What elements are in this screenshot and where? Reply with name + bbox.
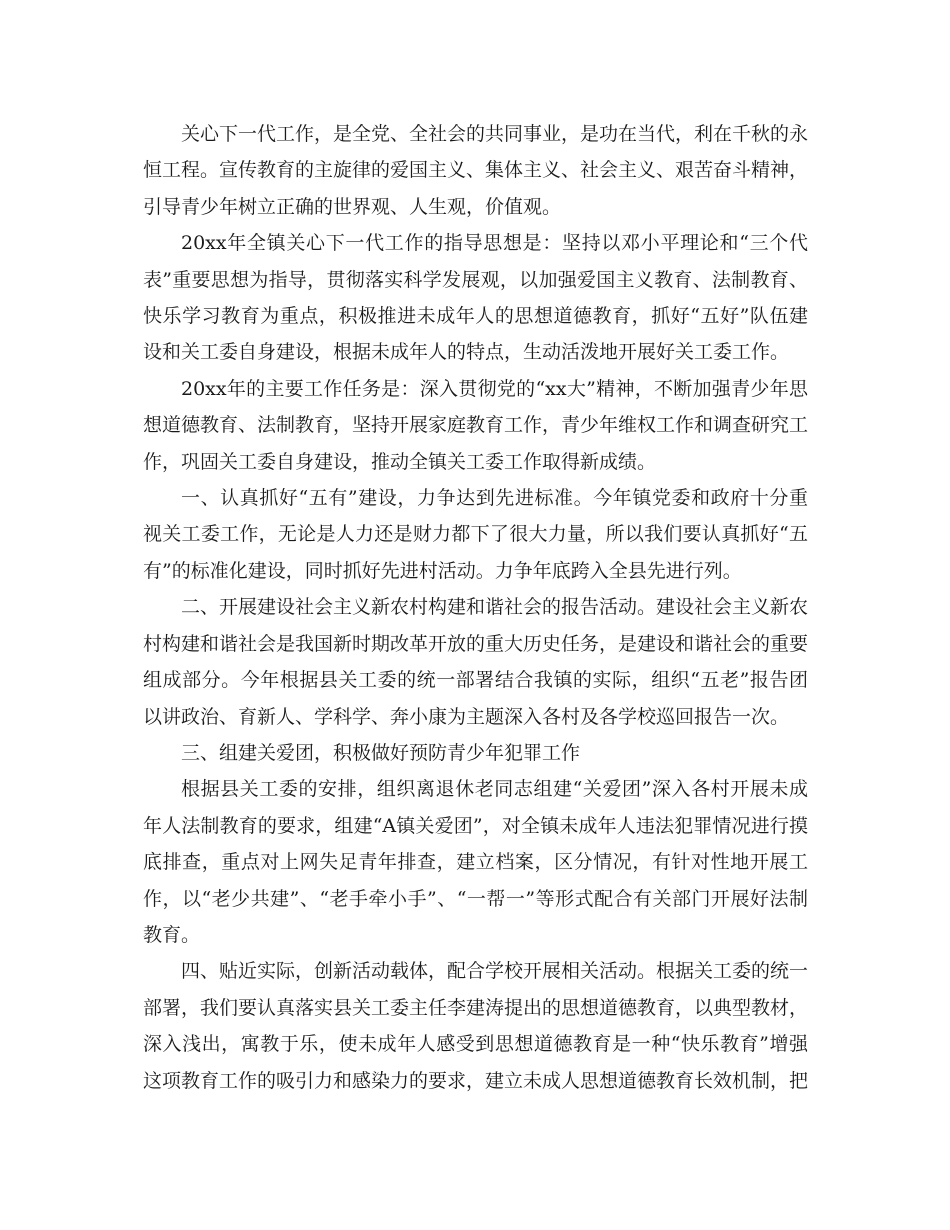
paragraph: 20xx年的主要工作任务是：深入贯彻党的“xx大”精神，不断加强青少年思想道德教育、法制教育，坚持开展家庭教育工作，青少年维权工作和调查研究工作，巩固关工委自身建设，推动全镇关工委工作取得新成绩。 bbox=[143, 377, 809, 473]
section-heading: 三、组建关爱团，积极做好预防青少年犯罪工作 bbox=[181, 741, 581, 764]
paragraph: 20xx年全镇关心下一代工作的指导思想是：坚持以邓小平理论和“三个代表”重要思想为指导，贯彻落实科学发展观，以加强爱国主义教育、法制教育、快乐学习教育为重点，积极推进未成年人的思想道德教育，抓好“五好”队伍建设和关工委自身建设，根据未成年人的特点，生动活泼地开展好关工委工作。 bbox=[143, 232, 808, 364]
paragraph: 四、贴近实际，创新活动载体，配合学校开展相关活动。根据关工委的统一部署，我们要认真落实县关工委主任李建涛提出的思想道德教育，以典型教材，深入浅出，寓教于乐，使未成年人感受到思想道德教育是一种“快乐教育”增强这项教育工作的吸引力和感染力的要求，建立未成人思想道德教育长效机制，把 bbox=[143, 960, 809, 1092]
paragraph: 二、开展建设社会主义新农村构建和谐社会的报告活动。建设社会主义新农村构建和谐社会是我国新时期改革开放的重大历史任务，是建设和谐社会的重要组成部分。今年根据县关工委的统一部署结合我镇的实际，组织“五老”报告团以讲政治、育新人、学科学、奔小康为主题深入各村及各学校巡回报告一次。 bbox=[143, 596, 809, 728]
paragraph: 一、认真抓好“五有”建设，力争达到先进标准。今年镇党委和政府十分重视关工委工作，无论是人力还是财力都下了很大力量，所以我们要认真抓好“五有”的标准化建设，同时抓好先进村活动。力争年底跨入全县先进行列。 bbox=[143, 487, 808, 582]
document-body bbox=[143, 116, 808, 1099]
paragraph: 根据县关工委的安排，组织离退休老同志组建“关爱团”深入各村开展未成年人法制教育的要求，组建“A镇关爱团”，对全镇未成年人违法犯罪情况进行摸底排查，重点对上网失足青年排查，建立档案，区分情况，有针对性地开展工作，以“老少共建”、“老手牵小手”、“一帮一”等形式配合有关部门开展好法制教育。 bbox=[143, 778, 808, 946]
paragraph: 关心下一代工作，是全党、全社会的共同事业，是功在当代，利在千秋的永恒工程。宣传教育的主旋律的爱国主义、集体主义、社会主义、艰苦奋斗精神，引导青少年树立正确的世界观、人生观，价值观。 bbox=[143, 123, 809, 218]
